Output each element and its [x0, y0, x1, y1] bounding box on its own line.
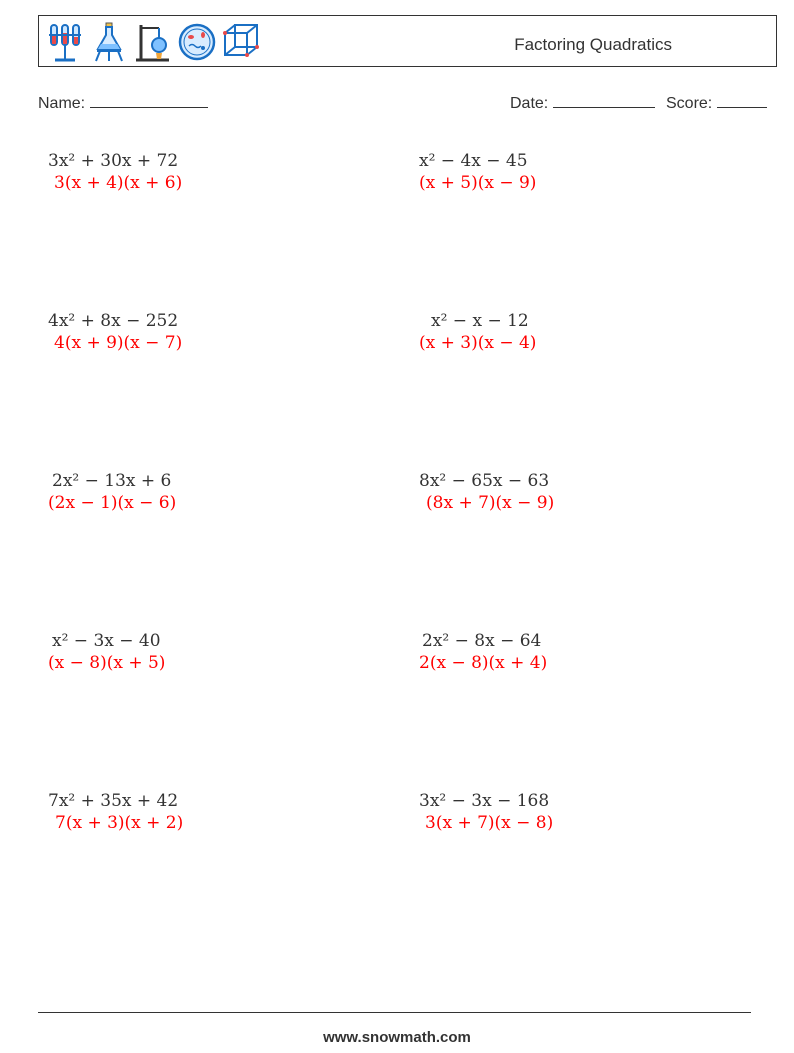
date-field — [510, 93, 655, 113]
score-blank — [717, 93, 767, 108]
problem-item — [419, 630, 547, 674]
name-field — [38, 93, 208, 113]
problem-item — [48, 470, 176, 514]
problem-question: x² − 3x − 40 — [52, 631, 161, 651]
date-label: Date: — [510, 95, 549, 112]
problem-item — [48, 150, 182, 194]
problem-answer: 2(x − 8)(x + 4) — [419, 653, 548, 673]
problem-answer: (2x − 1)(x − 6) — [48, 493, 177, 513]
date-blank — [553, 93, 655, 108]
problem-answer: 7(x + 3)(x + 2) — [55, 813, 184, 833]
problem-item — [419, 310, 536, 354]
worksheet-title: Factoring Quadratics — [514, 35, 672, 54]
name-label: Name: — [38, 95, 86, 112]
problem-item — [48, 310, 182, 354]
footer-url[interactable]: www.snowmath.com — [323, 1029, 471, 1046]
problem-item — [48, 790, 183, 834]
problem-answer: (8x + 7)(x − 9) — [426, 493, 555, 513]
problem-answer: 4(x + 9)(x − 7) — [54, 333, 183, 353]
score-label: Score: — [666, 95, 713, 112]
problem-question: x² − 4x − 45 — [419, 151, 528, 171]
footer-divider — [38, 1012, 751, 1013]
flask-icon — [89, 21, 129, 63]
problem-item — [419, 790, 553, 834]
problem-question: 3x² + 30x + 72 — [48, 151, 179, 171]
problem-question: 4x² + 8x − 252 — [48, 311, 179, 331]
cube-icon — [221, 21, 261, 63]
problem-question: 7x² + 35x + 42 — [48, 791, 179, 811]
problem-item — [419, 150, 536, 194]
problem-answer: (x + 5)(x − 9) — [419, 173, 537, 193]
petri-dish-icon — [177, 21, 217, 63]
problem-question: 8x² − 65x − 63 — [419, 471, 550, 491]
header-icons — [45, 21, 261, 63]
problem-answer: 3(x + 7)(x − 8) — [425, 813, 554, 833]
problem-answer: (x + 3)(x − 4) — [419, 333, 537, 353]
problem-answer: (x − 8)(x + 5) — [48, 653, 166, 673]
problem-question: 2x² − 8x − 64 — [422, 631, 542, 651]
problem-question: x² − x − 12 — [431, 311, 529, 331]
worksheet-header — [38, 15, 777, 67]
score-field — [666, 93, 767, 113]
problem-question: 2x² − 13x + 6 — [52, 471, 172, 491]
test-tubes-icon — [45, 21, 85, 63]
problem-item — [419, 470, 554, 514]
problem-answer: 3(x + 4)(x + 6) — [54, 173, 183, 193]
retort-stand-icon — [133, 21, 173, 63]
problem-question: 3x² − 3x − 168 — [419, 791, 550, 811]
problem-item — [48, 630, 165, 674]
name-blank — [90, 93, 208, 108]
